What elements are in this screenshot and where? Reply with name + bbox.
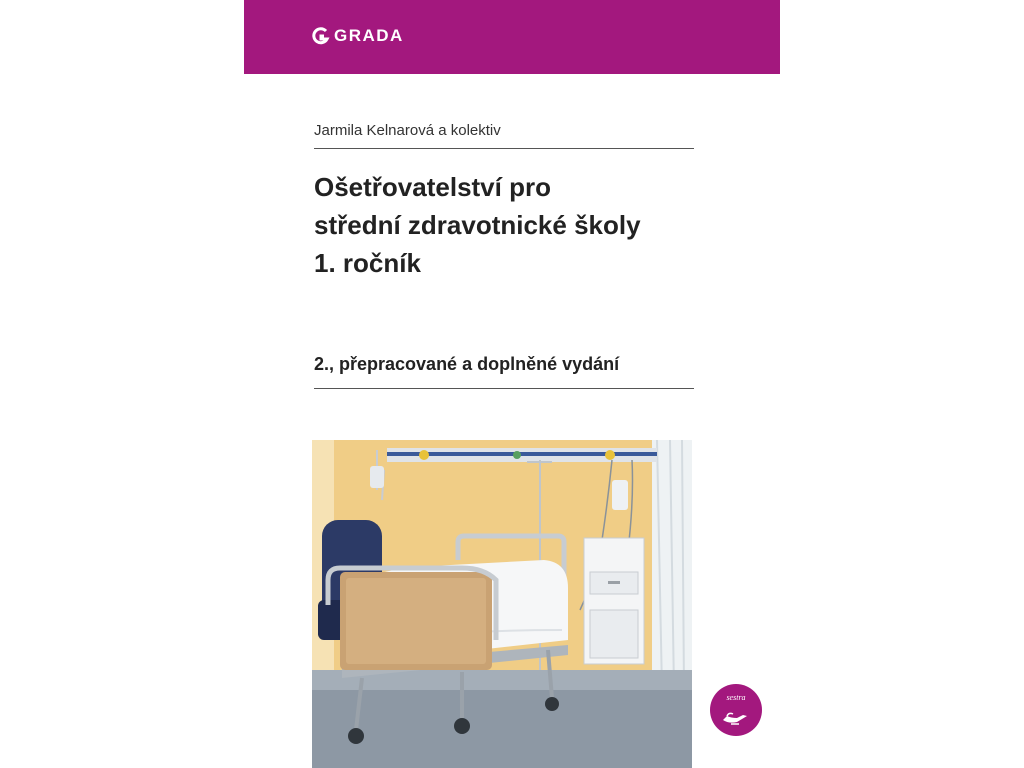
publisher-logo-icon	[312, 27, 330, 45]
book-title-line-3: 1. ročník	[314, 248, 421, 278]
publisher-band	[244, 0, 780, 74]
publisher-name: GRADA	[334, 26, 404, 45]
series-badge-label: sestra	[726, 693, 746, 702]
publisher-logo	[312, 26, 404, 46]
book-title	[314, 168, 641, 282]
oil-lamp-icon	[721, 710, 751, 726]
hospital-bed-photo	[312, 440, 692, 768]
divider-top	[314, 148, 694, 149]
series-badge	[710, 684, 762, 736]
hospital-room-illustration	[312, 440, 692, 768]
book-edition: 2., přepracované a doplněné vydání	[314, 354, 620, 374]
divider-bottom	[314, 388, 694, 389]
book-cover	[244, 0, 780, 768]
book-title-line-2: střední zdravotnické školy	[314, 210, 641, 240]
book-title-line-1: Ošetřovatelství pro	[314, 172, 551, 202]
book-author: Jarmila Kelnarová a kolektiv	[314, 122, 501, 139]
